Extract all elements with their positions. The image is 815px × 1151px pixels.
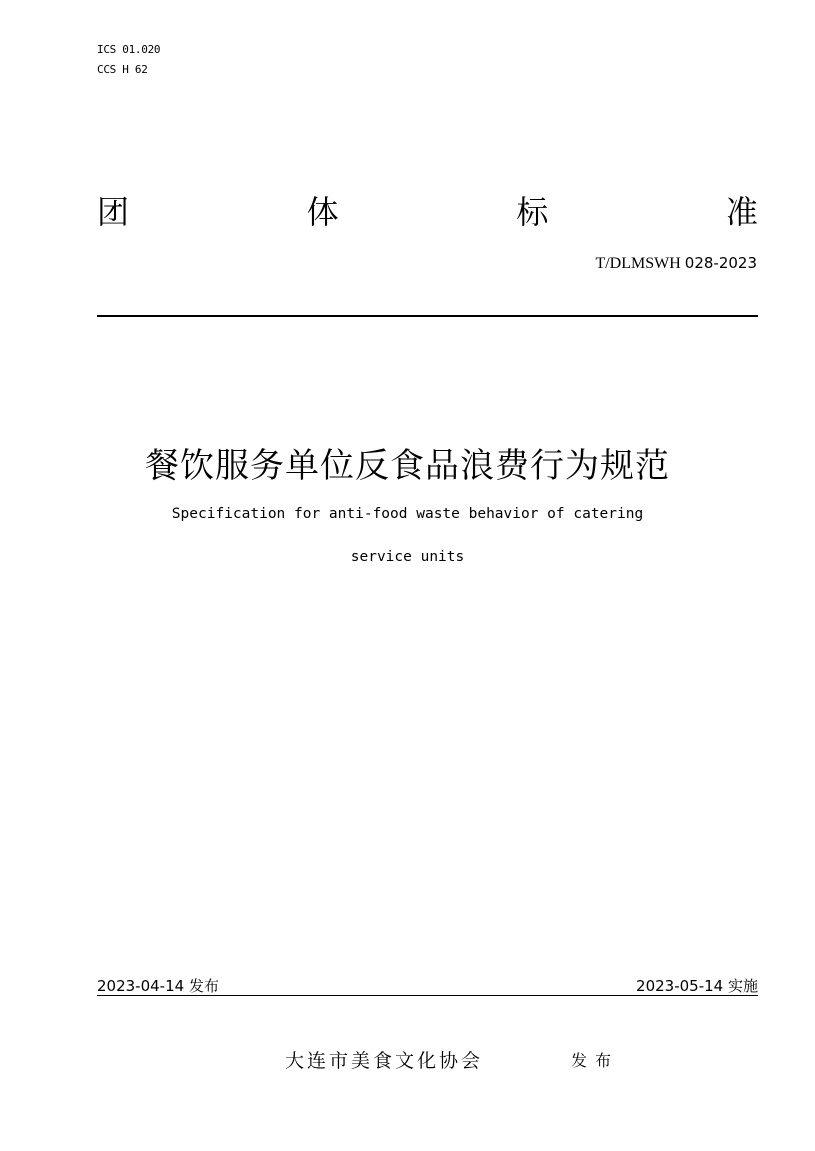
publisher-action: 发布 — [571, 1051, 620, 1070]
standard-type-char-2: 体 — [306, 193, 339, 231]
document-title-english-line-1: Specification for anti-food waste behavior of catering — [171, 506, 644, 522]
classification-codes — [97, 40, 160, 80]
document-title-english-line-2: service units — [350, 549, 465, 565]
footer-divider — [97, 995, 758, 996]
publisher-name: 大连市美食文化协会 — [285, 1050, 484, 1072]
standard-number — [595, 254, 757, 273]
standard-type-heading — [97, 190, 758, 234]
implementation-date: 2023-05-14 实施 — [636, 977, 758, 995]
ccs-code: CCS H 62 — [97, 63, 148, 76]
ics-code: ICS 01.020 — [97, 43, 161, 56]
standard-type-char-3: 标 — [516, 193, 549, 231]
standard-number-prefix: T/DLMSWH — [595, 255, 685, 272]
standard-number-code: 028-2023 — [684, 254, 757, 272]
standard-type-char-1: 团 — [97, 193, 130, 231]
document-title-chinese: 餐饮服务单位反食品浪费行为规范 — [145, 446, 670, 486]
header-divider — [97, 315, 758, 317]
standard-type-char-4: 准 — [725, 193, 758, 231]
release-date: 2023-04-14 发布 — [97, 977, 219, 995]
